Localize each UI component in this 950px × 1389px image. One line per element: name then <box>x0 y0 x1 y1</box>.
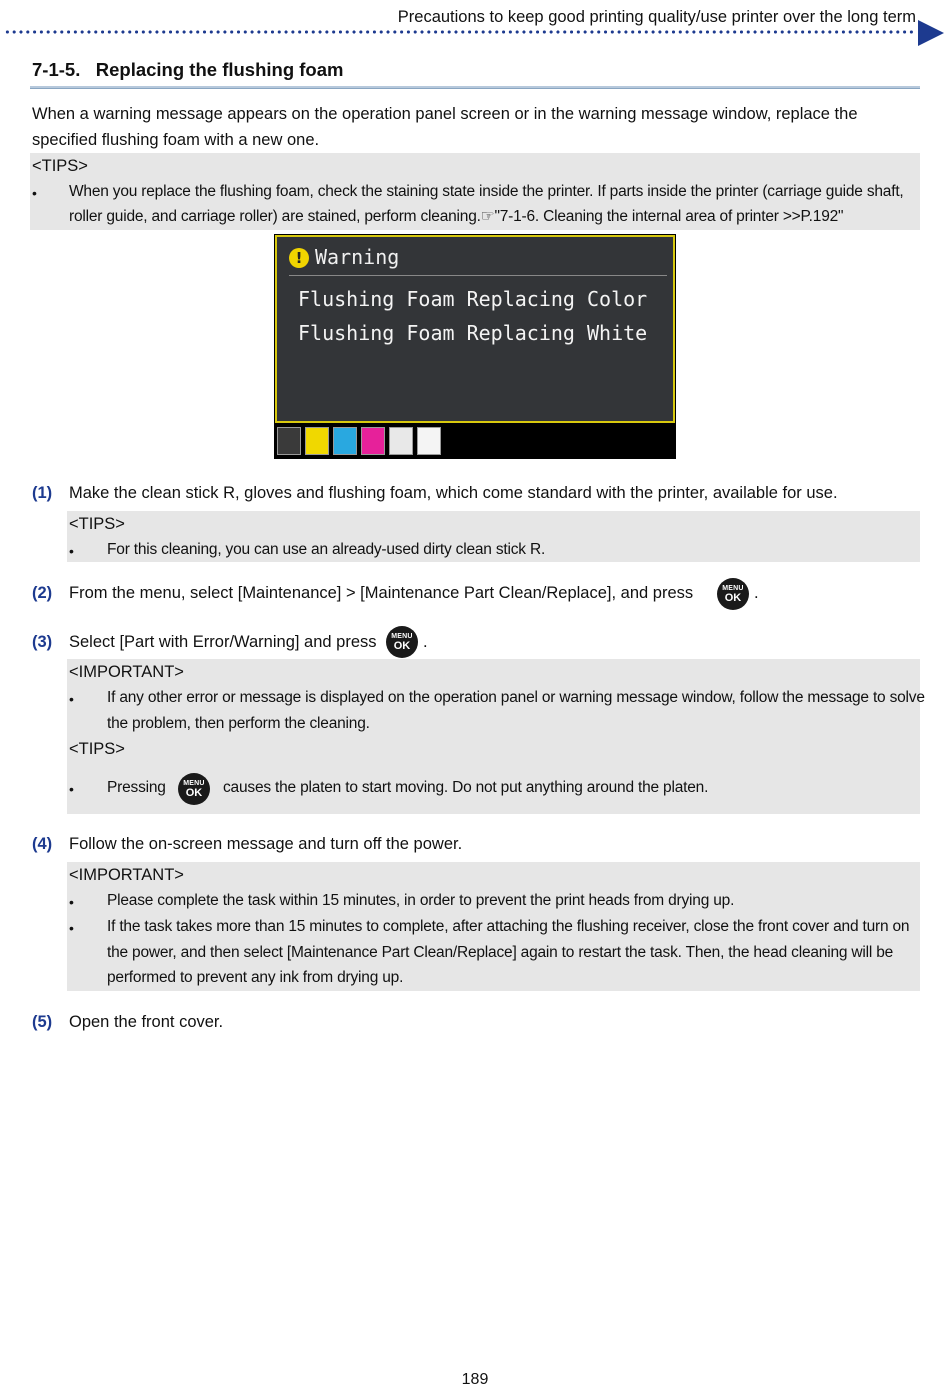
step-1-tips-heading: <TIPS> <box>69 515 125 533</box>
lcd-display <box>275 235 675 423</box>
step-4-important-2-line-1: If the task takes more than 15 minutes to complete, after attaching the flushing receiver, close the front cover and turn on <box>107 918 910 935</box>
ink-slot-white-2 <box>417 427 441 455</box>
step-4-number: (4) <box>32 835 53 853</box>
intro-line-2: specified flushing foam with a new one. <box>32 131 320 149</box>
lcd-divider <box>289 275 667 276</box>
menu-label: MENU <box>183 779 205 787</box>
ok-label: OK <box>393 639 411 652</box>
menu-ok-button-icon <box>386 626 418 658</box>
step-5-number: (5) <box>32 1013 53 1031</box>
step-4-important-heading: <IMPORTANT> <box>69 866 184 884</box>
bullet: • <box>69 894 74 910</box>
tips-heading: <TIPS> <box>32 157 88 175</box>
section-number: 7-1-5. <box>32 59 81 80</box>
operation-panel-screen <box>274 234 676 459</box>
section-title-text: Replacing the flushing foam <box>95 59 344 80</box>
lcd-message-1: Flushing Foam Replacing Color <box>298 287 648 311</box>
step-2-text: From the menu, select [Maintenance] > [Maintenance Part Clean/Replace], and press <box>69 584 694 602</box>
menu-label: MENU <box>722 584 744 592</box>
ink-slot-magenta <box>361 427 385 455</box>
step-3-tips-heading: <TIPS> <box>69 740 125 758</box>
step-4-important-2-line-2: the power, and then select [Maintenance Part Clean/Replace] again to restart the task. Then, the head cleaning will be <box>107 944 894 961</box>
intro-line-1: When a warning message appears on the operation panel screen or in the warning message window, replace the <box>32 105 858 123</box>
step-5-text: Open the front cover. <box>69 1013 224 1031</box>
ink-slot-yellow <box>305 427 329 455</box>
ink-slot-black <box>277 427 301 455</box>
bullet: • <box>69 781 74 797</box>
menu-ok-button-icon <box>178 773 210 805</box>
bullet: • <box>69 691 74 707</box>
step-2-tail: . <box>754 584 759 602</box>
header-dotted-rule <box>4 30 916 34</box>
step-3-tip-post: causes the platen to start moving. Do not put anything around the platen. <box>223 779 709 796</box>
menu-ok-button-icon <box>717 578 749 610</box>
lcd-message-2: Flushing Foam Replacing White <box>298 321 648 345</box>
bullet: • <box>32 185 37 201</box>
step-3-important-line-1: If any other error or message is displayed on the operation panel or warning message window, follow the message to solve <box>107 689 925 706</box>
ok-label: OK <box>724 591 742 604</box>
bullet: • <box>69 920 74 936</box>
lcd-title: Warning <box>315 245 400 269</box>
step-3-text: Select [Part with Error/Warning] and press <box>69 633 377 651</box>
step-3-tail: . <box>423 633 428 651</box>
section-title <box>32 59 343 81</box>
bullet: • <box>69 543 74 559</box>
step-4-text: Follow the on-screen message and turn off the power. <box>69 835 463 853</box>
warning-icon: ! <box>289 248 309 268</box>
step-3-important-line-2: the problem, then perform the cleaning. <box>107 715 370 732</box>
tips-line-1: When you replace the flushing foam, check the staining state inside the printer. If parts inside the printer (carriage guide shaft, <box>69 183 904 200</box>
step-2-number: (2) <box>32 584 53 602</box>
step-4-important-2-line-3: performed to prevent any ink from drying up. <box>107 969 404 986</box>
page-number: 189 <box>461 1371 489 1388</box>
tips-line-2: roller guide, and carriage roller) are stained, perform cleaning.☞"7-1-6. Cleaning the internal area of printer >>P.192" <box>69 208 844 225</box>
section-rule <box>30 86 920 89</box>
ink-slot-white-1 <box>389 427 413 455</box>
step-1-tip-1: For this cleaning, you can use an already-used dirty clean stick R. <box>107 541 546 558</box>
step-3-important-heading: <IMPORTANT> <box>69 663 184 681</box>
ink-slot-cyan <box>333 427 357 455</box>
next-arrow-icon <box>918 20 944 46</box>
step-1-text: Make the clean stick R, gloves and flushing foam, which come standard with the printer, available for use. <box>69 484 838 502</box>
step-3-number: (3) <box>32 633 53 651</box>
step-4-important-1: Please complete the task within 15 minutes, in order to prevent the print heads from drying up. <box>107 892 735 909</box>
menu-label: MENU <box>391 632 413 640</box>
step-3-tip-pre: Pressing <box>107 779 166 796</box>
page-header-title: Precautions to keep good printing quality/use printer over the long term <box>397 8 916 26</box>
ok-label: OK <box>185 786 203 799</box>
step-1-number: (1) <box>32 484 53 502</box>
